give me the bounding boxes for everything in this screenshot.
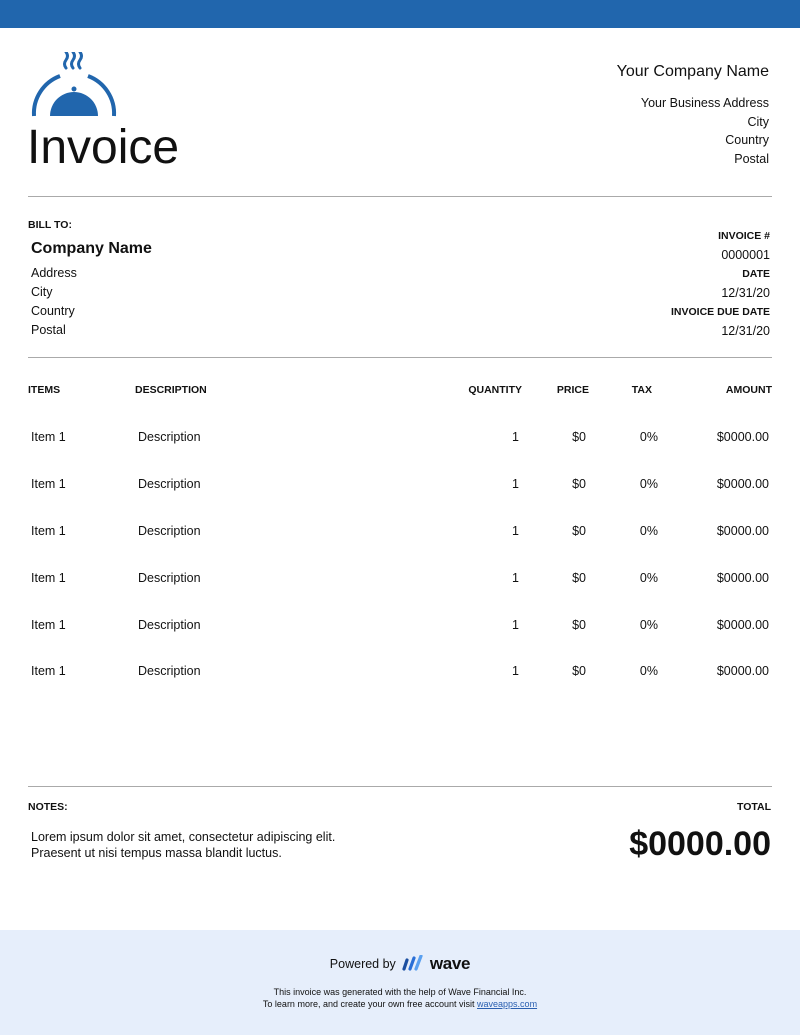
covered-dish-icon xyxy=(30,52,118,118)
total-amount: $0000.00 xyxy=(629,825,771,863)
cell-description: Description xyxy=(138,430,201,445)
cell-amount: $0000.00 xyxy=(716,477,769,492)
date-label: DATE xyxy=(742,268,770,280)
header-quantity: QUANTITY xyxy=(468,384,522,396)
notes-text xyxy=(31,829,335,861)
cell-quantity: 1 xyxy=(512,523,519,538)
page-title: Invoice xyxy=(27,121,180,174)
waveapps-link[interactable]: waveapps.com xyxy=(477,999,538,1009)
notes-section xyxy=(28,801,335,861)
wave-brand-name: wave xyxy=(429,954,471,973)
cell-amount: $0000.00 xyxy=(716,617,769,632)
cell-quantity: 1 xyxy=(512,477,519,492)
client-company-name: Company Name xyxy=(31,240,152,257)
table-row xyxy=(28,461,772,508)
cell-item: Item 1 xyxy=(31,523,66,538)
wave-logo-icon xyxy=(402,955,424,974)
cell-description: Description xyxy=(138,570,201,585)
company-address: Your Business Address xyxy=(640,96,769,110)
cell-item: Item 1 xyxy=(31,617,66,632)
header-description: DESCRIPTION xyxy=(135,384,207,396)
cell-price: $0 xyxy=(572,477,586,492)
powered-by-label: Powered by xyxy=(329,957,396,971)
cell-quantity: 1 xyxy=(512,664,519,679)
company-postal: Postal xyxy=(734,151,769,166)
footer-line-text: To learn more, and create your own free account visit xyxy=(262,999,478,1009)
footer-line xyxy=(0,998,800,1010)
client-city: City xyxy=(31,285,53,299)
client-country: Country xyxy=(31,304,75,318)
invoice-meta xyxy=(671,227,770,341)
company-info xyxy=(617,62,769,168)
cell-price: $0 xyxy=(572,570,586,585)
cell-tax: 0% xyxy=(639,477,658,492)
table-row xyxy=(28,414,772,461)
table-row xyxy=(28,601,772,648)
header-price: PRICE xyxy=(556,384,589,396)
cell-amount: $0000.00 xyxy=(716,523,769,538)
cell-item: Item 1 xyxy=(31,570,66,585)
cell-price: $0 xyxy=(572,430,586,445)
cell-quantity: 1 xyxy=(512,430,519,445)
top-brand-bar xyxy=(0,0,800,28)
table-row xyxy=(28,648,772,695)
header-items: ITEMS xyxy=(28,384,61,396)
table-header-row xyxy=(28,380,772,400)
cell-tax: 0% xyxy=(639,617,658,632)
cell-tax: 0% xyxy=(639,523,658,538)
cell-description: Description xyxy=(138,617,201,632)
client-postal: Postal xyxy=(31,323,66,337)
due-date-label: INVOICE DUE DATE xyxy=(671,306,770,318)
cell-description: Description xyxy=(138,523,201,538)
invoice-number-label: INVOICE # xyxy=(718,230,770,242)
client-address: Address xyxy=(31,266,77,280)
cell-item: Item 1 xyxy=(31,477,66,492)
footer-line: This invoice was generated with the help of Wave Financial Inc. xyxy=(273,987,527,997)
company-country: Country xyxy=(725,133,769,147)
cell-item: Item 1 xyxy=(31,430,66,445)
invoice-date: 12/31/20 xyxy=(721,286,770,300)
powered-by xyxy=(0,954,800,974)
divider xyxy=(28,357,772,358)
cell-description: Description xyxy=(138,477,201,492)
notes-label: NOTES: xyxy=(28,801,68,813)
divider xyxy=(28,786,772,787)
divider xyxy=(28,196,772,197)
cell-tax: 0% xyxy=(639,664,658,679)
cell-quantity: 1 xyxy=(512,570,519,585)
notes-line: Praesent ut nisi tempus massa blandit luctus. xyxy=(31,846,282,860)
line-items-table xyxy=(28,380,772,695)
cell-amount: $0000.00 xyxy=(716,570,769,585)
cell-description: Description xyxy=(138,664,201,679)
cell-price: $0 xyxy=(572,664,586,679)
header-amount: AMOUNT xyxy=(725,384,772,396)
cell-amount: $0000.00 xyxy=(716,430,769,445)
bill-to-label: BILL TO: xyxy=(28,219,72,231)
cell-price: $0 xyxy=(572,523,586,538)
cell-item: Item 1 xyxy=(31,664,66,679)
bill-to-section xyxy=(28,219,152,340)
header-tax: TAX xyxy=(631,384,652,396)
company-name: Your Company Name xyxy=(616,63,769,80)
cell-quantity: 1 xyxy=(512,617,519,632)
total-label: TOTAL xyxy=(736,801,771,813)
due-date: 12/31/20 xyxy=(721,324,770,338)
cell-amount: $0000.00 xyxy=(716,664,769,679)
cell-price: $0 xyxy=(572,617,586,632)
notes-line: Lorem ipsum dolor sit amet, consectetur adipiscing elit. xyxy=(31,830,336,844)
total-section xyxy=(629,801,771,864)
table-row xyxy=(28,554,772,601)
footer-fine-print xyxy=(0,986,800,1010)
company-city: City xyxy=(747,114,769,129)
cell-tax: 0% xyxy=(639,430,658,445)
table-row xyxy=(28,508,772,555)
invoice-number: 0000001 xyxy=(721,248,770,262)
footer xyxy=(0,930,800,1035)
cell-tax: 0% xyxy=(639,570,658,585)
